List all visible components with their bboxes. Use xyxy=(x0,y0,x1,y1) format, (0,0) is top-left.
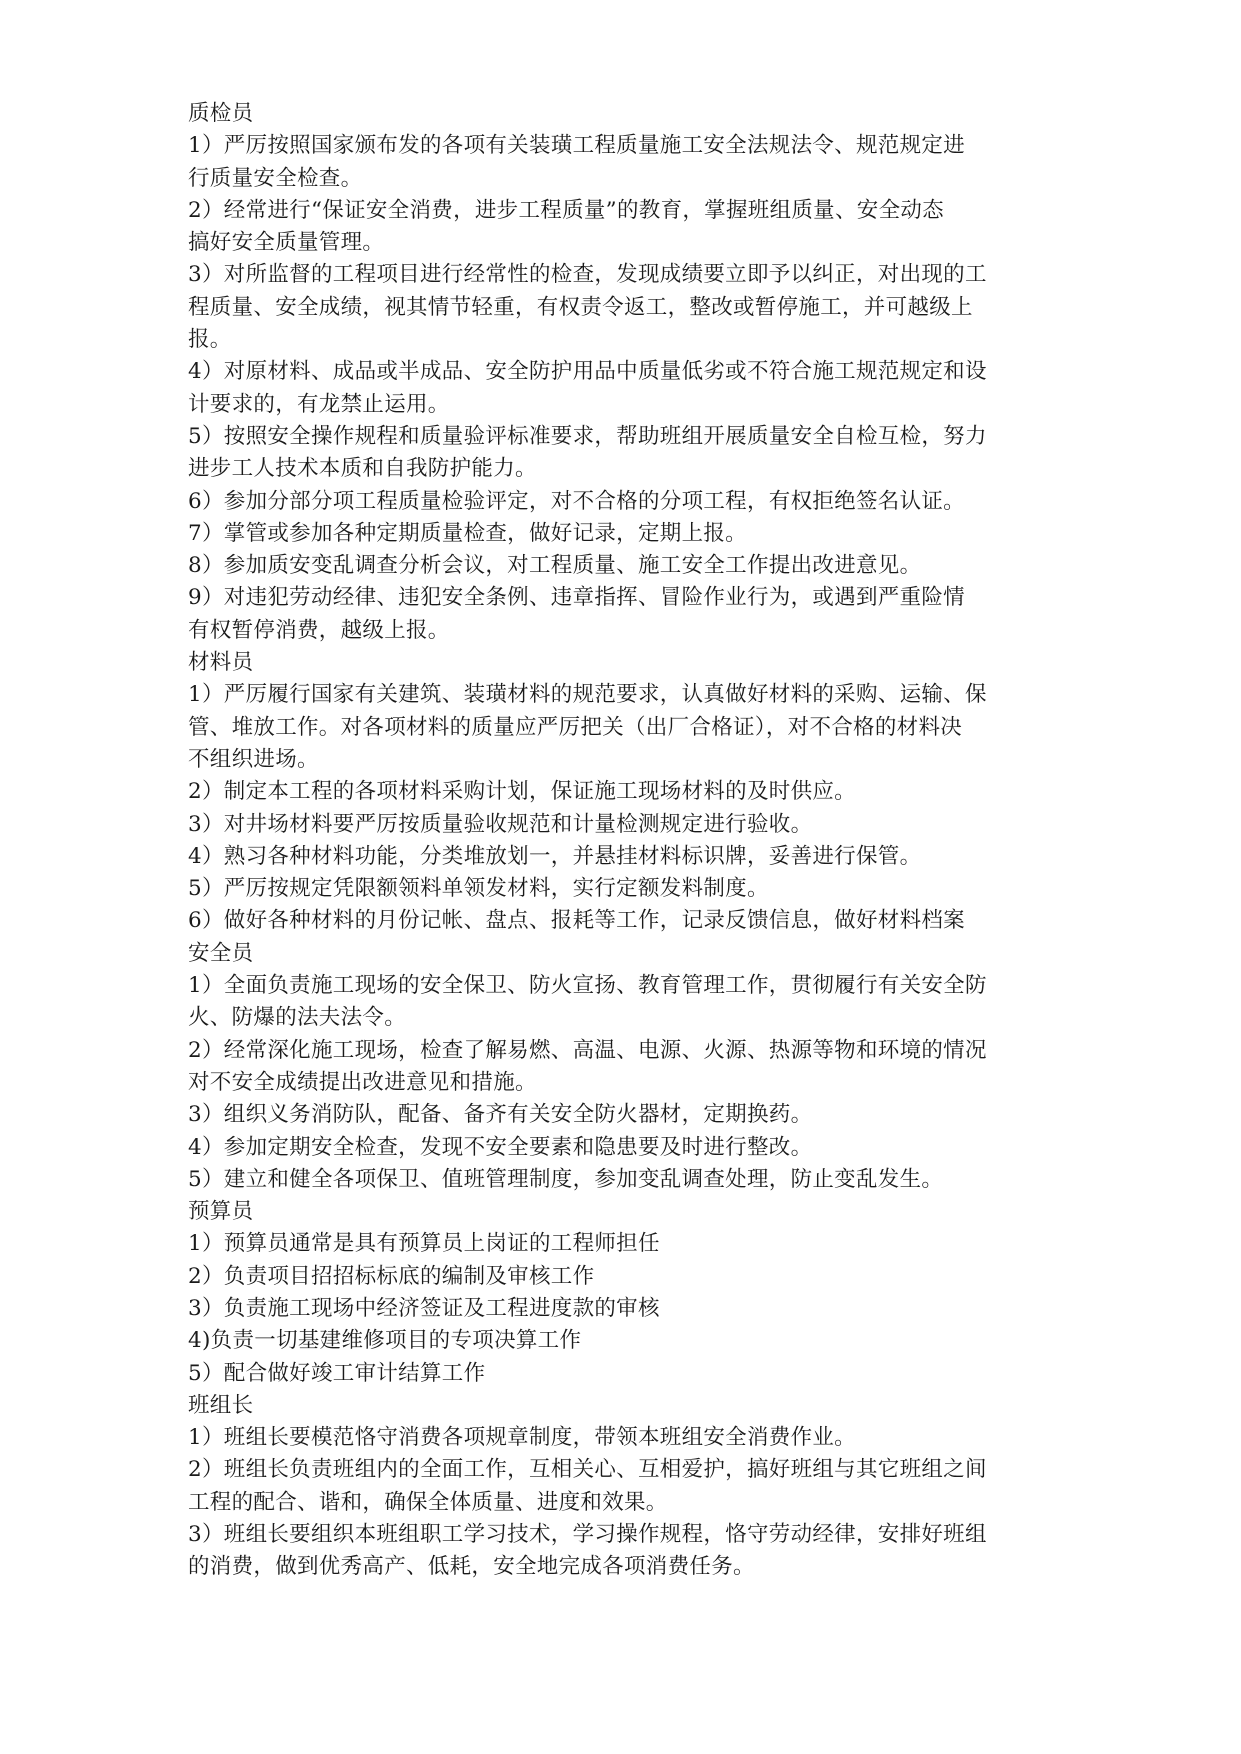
text-line: 不组织进场。 xyxy=(188,746,319,772)
text-line: 4）熟习各种材料功能，分类堆放划一，并悬挂材料标识牌，妥善进行保管。 xyxy=(188,843,922,869)
text-line: 1）全面负责施工现场的安全保卫、防火宣扬、教育管理工作，贯彻履行有关安全防 xyxy=(188,973,987,999)
text-line: 2）制定本工程的各项材料采购计划，保证施工现场材料的及时供应。 xyxy=(188,779,856,805)
text-line: 3）班组长要组织本班组职工学习技术，学习操作规程，恪守劳动经律，安排好班组 xyxy=(188,1522,987,1548)
text-line: 2）班组长负责班组内的全面工作，互相关心、互相爱护，搞好班组与其它班组之间 xyxy=(188,1457,987,1483)
text-line: 行质量安全检查。 xyxy=(188,165,363,191)
text-line: 3）负责施工现场中经济签证及工程进度款的审核 xyxy=(188,1295,660,1321)
text-line: 3）对井场材料要严厉按质量验收规范和计量检测规定进行验收。 xyxy=(188,811,813,837)
text-line: 5）严厉按规定凭限额领料单领发材料，实行定额发料制度。 xyxy=(188,876,769,902)
text-line: 5）配合做好竣工审计结算工作 xyxy=(188,1360,486,1386)
text-line: 的消费，做到优秀高产、低耗，安全地完成各项消费任务。 xyxy=(188,1554,755,1580)
text-line: 3）组织义务消防队，配备、备齐有关安全防火器材，定期换药。 xyxy=(188,1102,813,1128)
text-line: 1）严厉履行国家有关建筑、装璜材料的规范要求，认真做好材料的采购、运输、保 xyxy=(188,682,987,708)
text-line: 6）参加分部分项工程质量检验评定，对不合格的分项工程，有权拒绝签名认证。 xyxy=(188,488,965,514)
text-line: 班组长 xyxy=(188,1392,254,1418)
text-line: 2）负责项目招招标标底的编制及审核工作 xyxy=(188,1263,595,1289)
text-line: 火、防爆的法夫法令。 xyxy=(188,1005,407,1031)
text-line: 报。 xyxy=(188,327,232,353)
text-line: 程质量、安全成绩，视其情节轻重，有权责令返工，整改或暂停施工，并可越级上 xyxy=(188,294,973,320)
text-line: 工程的配合、谐和，确保全体质量、进度和效果。 xyxy=(188,1489,668,1515)
text-line: 6）做好各种材料的月份记帐、盘点、报耗等工作，记录反馈信息，做好材料档案 xyxy=(188,908,965,934)
text-line: 4）对原材料、成品或半成品、安全防护用品中质量低劣或不符合施工规范规定和设 xyxy=(188,359,987,385)
text-line: 4)负责一切基建维修项目的专项决算工作 xyxy=(188,1328,582,1354)
text-line: 预算员 xyxy=(188,1199,254,1225)
text-line: 质检员 xyxy=(188,101,254,126)
text-line: 2）经常进行“保证安全消费，进步工程质量”的教育，掌握班组质量、安全动态 xyxy=(188,197,944,223)
text-line: 2）经常深化施工现场，检查了解易燃、高温、电源、火源、热源等物和环境的情况 xyxy=(188,1037,987,1063)
text-line: 7）掌管或参加各种定期质量检查，做好记录，定期上报。 xyxy=(188,520,747,546)
text-line: 3）对所监督的工程项目进行经常性的检查，发现成绩要立即予以纠正，对出现的工 xyxy=(188,262,987,288)
text-line: 搞好安全质量管理。 xyxy=(188,230,385,256)
text-line: 1）预算员通常是具有预算员上岗证的工程师担任 xyxy=(188,1231,660,1257)
text-line: 1）严厉按照国家颁布发的各项有关装璜工程质量施工安全法规法令、规范规定进 xyxy=(188,133,965,159)
text-line: 进步工人技术本质和自我防护能力。 xyxy=(188,456,537,482)
text-line: 对不安全成绩提出改进意见和措施。 xyxy=(188,1069,537,1095)
document-body xyxy=(188,98,1088,1584)
text-line: 管、堆放工作。对各项材料的质量应严厉把关（出厂合格证），对不合格的材料决 xyxy=(188,714,963,740)
text-line: 安全员 xyxy=(188,940,254,966)
text-line: 9）对违犯劳动经律、违犯安全条例、违章指挥、冒险作业行为，或遇到严重险情 xyxy=(188,585,965,611)
text-line: 8）参加质安变乱调查分析会议，对工程质量、施工安全工作提出改进意见。 xyxy=(188,553,922,579)
text-line: 5）按照安全操作规程和质量验评标准要求，帮助班组开展质量安全自检互检，努力 xyxy=(188,423,987,449)
text-line: 有权暂停消费，越级上报。 xyxy=(188,617,450,643)
text-line: 材料员 xyxy=(188,650,254,676)
text-line: 1）班组长要模范恪守消费各项规章制度，带领本班组安全消费作业。 xyxy=(188,1425,856,1451)
text-line: 计要求的，有龙禁止运用。 xyxy=(188,391,450,417)
text-line: 5）建立和健全各项保卫、值班管理制度，参加变乱调查处理，防止变乱发生。 xyxy=(188,1166,944,1192)
text-line: 4）参加定期安全检查，发现不安全要素和隐患要及时进行整改。 xyxy=(188,1134,813,1160)
